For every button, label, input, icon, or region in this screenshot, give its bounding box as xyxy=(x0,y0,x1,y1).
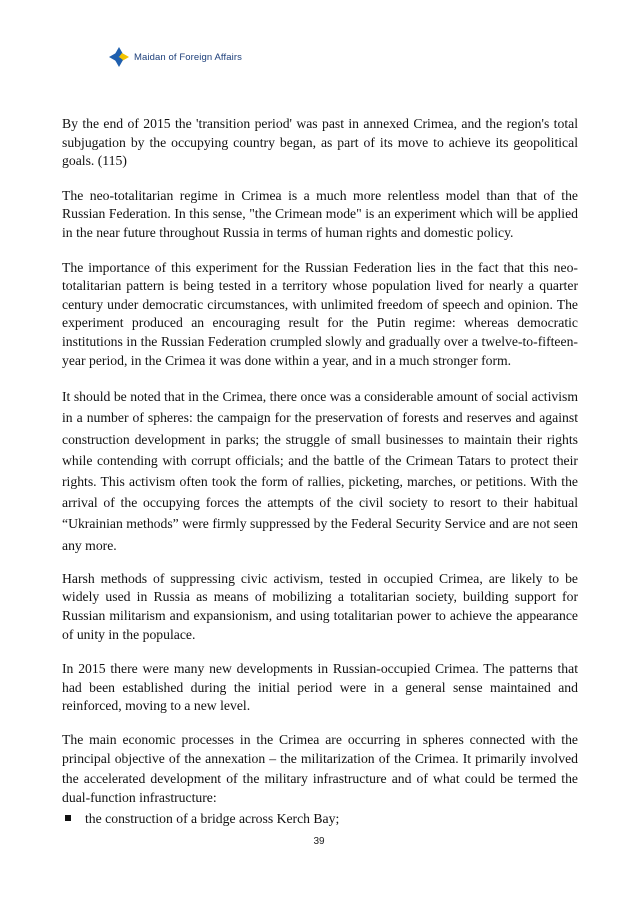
paragraph: It should be noted that in the Crimea, there once was a considerable amount of social activism in a number of spheres: the campaign for the preservation of forests and reserves and against construction development in parks; the struggle of small businesses to maintain their rights while contending with corrupt officials; and the battle of the Crimean Tatars to protect their rights. This activism often took the form of rallies, picketing, marches, or petitions. With the arrival of the occupying forces the attempts of the civil society to resort to their habitual “Ukrainian methods” were firmly suppressed by the Federal Security Service and are not seen any more. xyxy=(62,389,578,553)
square-bullet-icon xyxy=(65,815,71,821)
body-text xyxy=(62,115,578,828)
paragraph: In 2015 there were many new developments in Russian-occupied Crimea. The patterns that had been established during the initial period were in a general sense maintained and reinforced, moving to a new level. xyxy=(62,661,578,714)
maidan-logo-icon xyxy=(108,46,130,68)
page-header xyxy=(108,44,242,70)
paragraph: The neo-totalitarian regime in Crimea is a much more relentless model than that of the Russian Federation. In this sense, "the Crimean mode" is an experiment which will be applied in the near future throughout Russia in terms of human rights and domestic policy. xyxy=(62,187,578,240)
list-item xyxy=(62,810,578,829)
list-item-text: the construction of a bridge across Kerch Bay; xyxy=(85,810,340,826)
paragraph: Harsh methods of suppressing civic activism, tested in occupied Crimea, are likely to be widely used in Russia as means of mobilizing a totalitarian society, building support for Russian militarism and expansionism, and using totalitarian power to achieve the appearance of unity in the populace. xyxy=(62,570,578,642)
paragraph: The main economic processes in the Crimea are occurring in spheres connected with the principal objective of the annexation – the militarization of the Crimea. It primarily involved the accelerated development of the military infrastructure and of what could be termed the dual-function infrastructure: xyxy=(62,731,578,806)
paragraph: The importance of this experiment for the Russian Federation lies in the fact that this neo-totalitarian pattern is being tested in a territory whose population lived for nearly a quarter century under democratic circumstances, with unlimited freedom of speech and opinion. The experiment produced an encouraging result for the Putin regime: whereas democratic institutions in the Russian Federation crumpled slowly and gradually over a twelve-to-fifteen-year period, in the Crimea it was done within a year, and in a much stronger form. xyxy=(62,259,578,368)
bullet-list xyxy=(62,810,578,829)
logo-text: Maidan of Foreign Affairs xyxy=(134,51,242,63)
page-number: 39 xyxy=(313,836,325,847)
paragraph: By the end of 2015 the 'transition period' was past in annexed Crimea, and the region's total subjugation by the occupying country began, as part of its move to achieve its geopolitical goals. (115) xyxy=(62,116,578,169)
